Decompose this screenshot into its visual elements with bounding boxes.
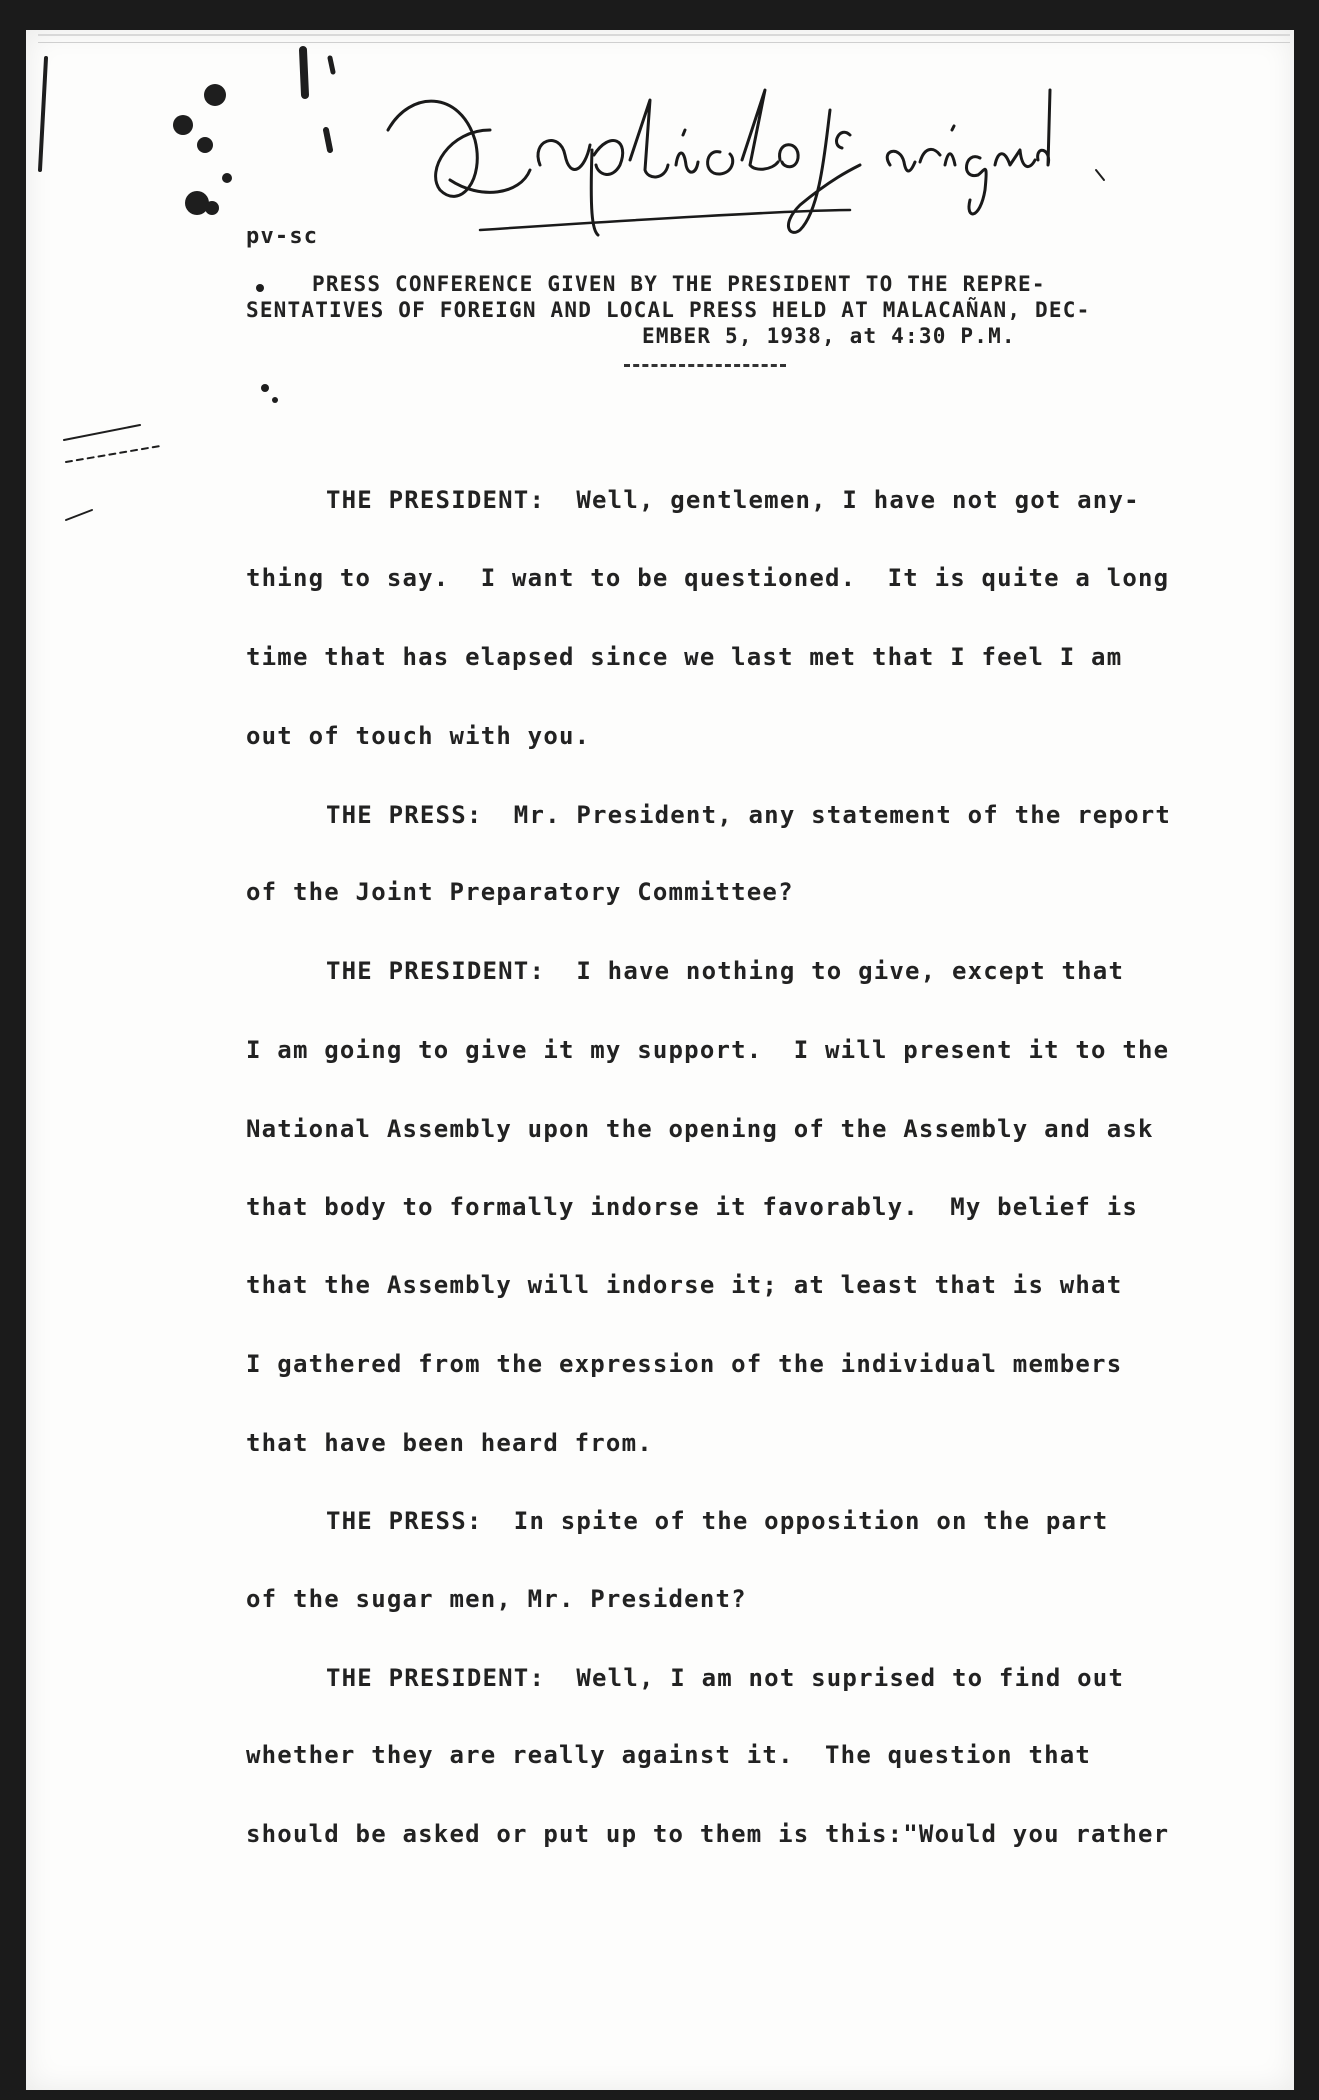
speaker-line: THE PRESIDENT: I have nothing to give, except that	[326, 957, 1125, 985]
heading-line: EMBER 5, 1938, at 4:30 P.M.	[642, 324, 1016, 348]
text-line: thing to say. I want to be questioned. It is quite a long	[246, 564, 1170, 592]
paper-edge	[38, 34, 1290, 43]
speaker-line: THE PRESS: In spite of the opposition on the part	[326, 1507, 1109, 1535]
text-line: whether they are really against it. The question that	[246, 1741, 1092, 1769]
speaker-line: THE PRESS: Mr. President, any statement of the report	[326, 801, 1172, 829]
text-line: I am going to give it my support. I will present it to the	[246, 1036, 1170, 1064]
document-reference: pv-sc	[246, 224, 319, 249]
text-line: that body to formally indorse it favorably. My belief is	[246, 1193, 1139, 1221]
heading-line: SENTATIVES OF FOREIGN AND LOCAL PRESS HELD AT MALACAÑAN, DEC-	[246, 298, 1091, 322]
handwritten-annotation-text	[420, 108, 1107, 185]
heading-line: PRESS CONFERENCE GIVEN BY THE PRESIDENT TO THE REPRE-	[312, 272, 1046, 296]
text-line: I gathered from the expression of the individual members	[246, 1350, 1123, 1378]
text-line: of the Joint Preparatory Committee?	[246, 878, 794, 906]
text-line: that have been heard from.	[246, 1429, 653, 1457]
text-line: of the sugar men, Mr. President?	[246, 1585, 747, 1613]
speaker-line: THE PRESIDENT: Well, gentlemen, I have not got any-	[326, 486, 1140, 514]
text-line: National Assembly upon the opening of the Assembly and ask	[246, 1115, 1154, 1143]
speaker-line: THE PRESIDENT: Well, I am not suprised to find out	[326, 1664, 1125, 1692]
text-line: that the Assembly will indorse it; at least that is what	[246, 1271, 1123, 1299]
heading-underline	[624, 364, 786, 367]
text-line: out of touch with you.	[246, 722, 591, 750]
text-line: should be asked or put up to them is this:"Would you rather	[246, 1820, 1170, 1848]
text-line: time that has elapsed since we last met that I feel I am	[246, 643, 1123, 671]
